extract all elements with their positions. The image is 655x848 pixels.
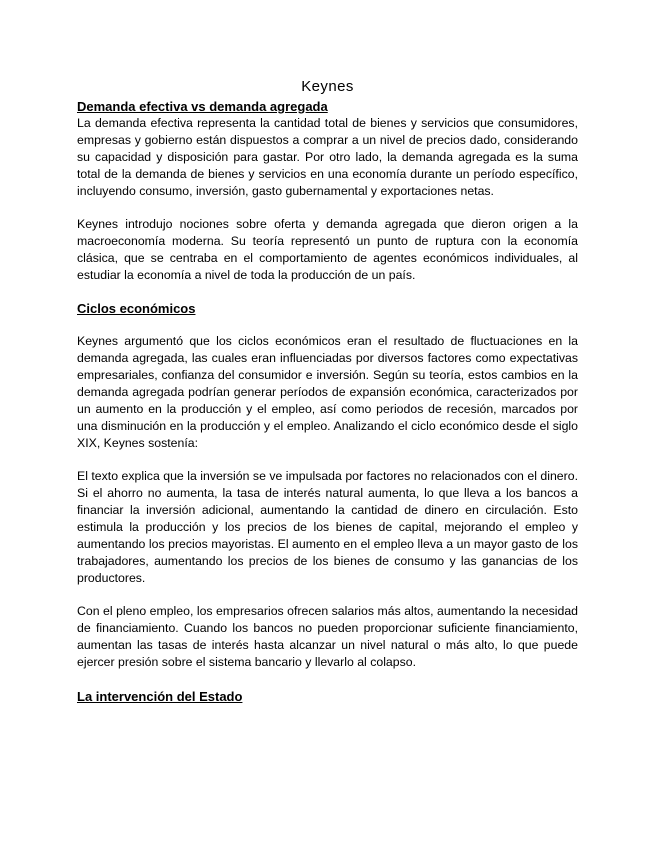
section-heading-ciclos: Ciclos económicos <box>77 301 196 316</box>
paragraph-ciclos-3: Con el pleno empleo, los empresarios ofrecen salarios más altos, aumentando la necesidad de financiamiento. Cuando los bancos no pueden proporcionar suficiente financiamiento, aumentan las tasas de interés hasta alcanzar un nivel natural o más alto, lo que puede ejercer presión sobre el sistema bancario y llevarlo al colapso. <box>77 604 578 669</box>
paragraph-ciclos-2: El texto explica que la inversión se ve impulsada por factores no relacionados con el dinero. Si el ahorro no aumenta, la tasa de interés natural aumenta, lo que lleva a los bancos a financiar la inversión adicional, aumentando la cantidad de dinero en circulación. Esto estimula la producción y los precios de los bienes de capital, mejorando el empleo y aumentando los precios mayoristas. El aumento en el empleo lleva a un mayor gasto de los trabajadores, aumentando los precios de los bienes de consumo y las ganancias de los productores. <box>77 469 578 585</box>
section-heading-intervencion: La intervención del Estado <box>77 689 243 704</box>
paragraph-demanda-1: La demanda efectiva representa la cantidad total de bienes y servicios que consumidores, empresas y gobierno están dispuestos a comprar a un nivel de precios dado, considerando su capacidad y disposición para gastar. Por otro lado, la demanda agregada es la suma total de la demanda de bienes y servicios en una economía durante un período específico, incluyendo consumo, inversión, gasto gubernamental y exportaciones netas. <box>77 116 578 198</box>
document-page <box>77 78 578 705</box>
section-heading-demanda: Demanda efectiva vs demanda agregada <box>77 99 328 114</box>
paragraph-ciclos-1: Keynes argumentó que los ciclos económicos eran el resultado de fluctuaciones en la demanda agregada, las cuales eran influenciadas por diversos factores como expectativas empresariales, confianza del consumidor e inversión. Según su teoría, estos cambios en la demanda agregada podrían generar períodos de expansión económica, caracterizados por un aumento en la producción y el empleo, así como periodos de recesión, marcados por una disminución en la producción y el empleo. Analizando el ciclo económico desde el siglo XIX, Keynes sostenía: <box>77 334 578 450</box>
paragraph-demanda-2: Keynes introdujo nociones sobre oferta y demanda agregada que dieron origen a la macroeconomía moderna. Su teoría representó un punto de ruptura con la economía clásica, que se centraba en el comportamiento de agentes económicos individuales, al estudiar la economía a nivel de toda la producción de un país. <box>77 217 578 282</box>
document-title: Keynes <box>301 78 354 95</box>
